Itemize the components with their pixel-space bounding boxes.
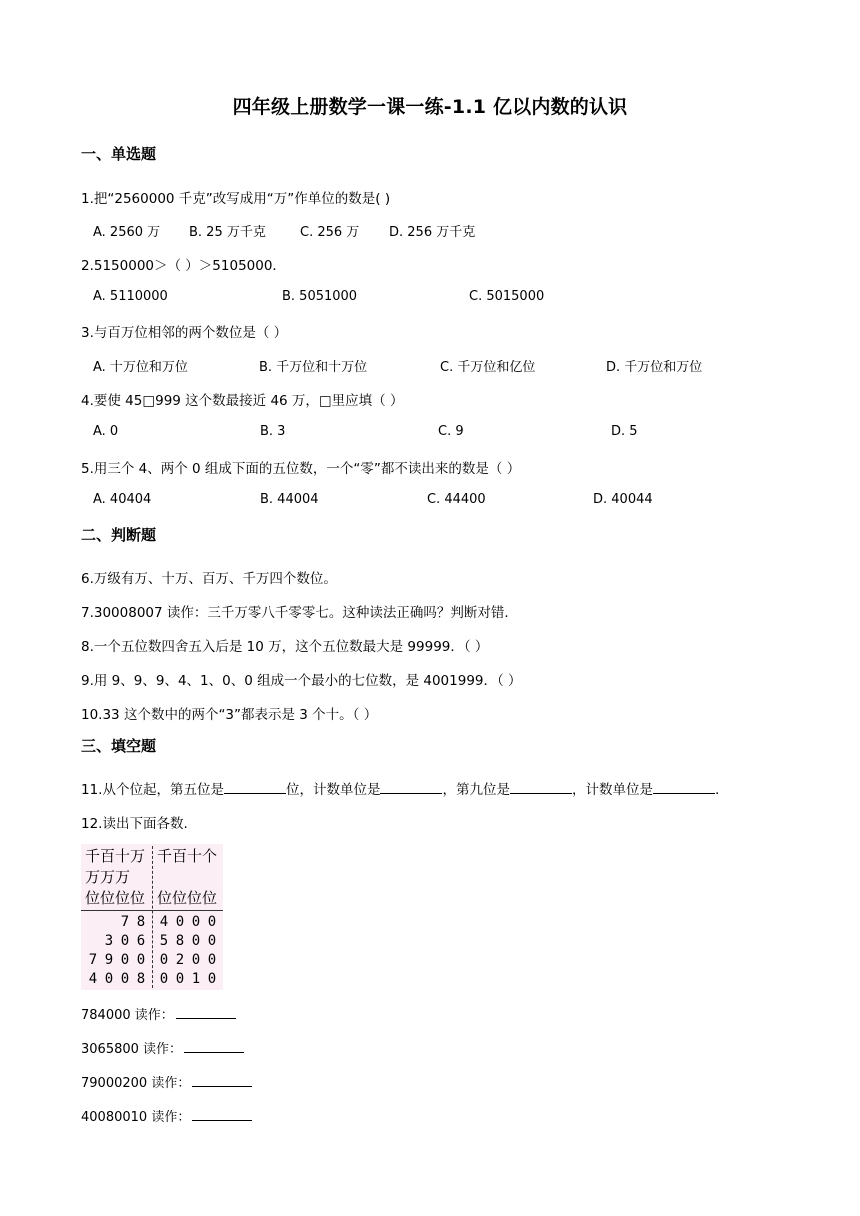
place-value-row — [81, 933, 223, 953]
digit-cell: 0 — [175, 971, 185, 987]
header-wan-level — [85, 846, 151, 909]
digit-cell: 0 — [207, 933, 217, 949]
answer-blank[interactable] — [184, 1040, 244, 1053]
question-6: 6.万级有万、十万、百万、千万四个数位。 — [81, 571, 337, 587]
option-a[interactable]: A. 0 — [93, 424, 119, 439]
read-number: 40080010 — [81, 1110, 148, 1125]
digit-cell: 7 — [88, 952, 98, 968]
question-4: 4.要使 45□999 这个数最接近 46 万，□里应填（ ） — [81, 393, 404, 409]
digit-cell: 0 — [136, 952, 146, 968]
answer-blank[interactable] — [192, 1108, 252, 1121]
digit-cell: 4 — [159, 914, 169, 930]
read-label: 读作： — [143, 1042, 183, 1057]
digit-cell: 6 — [136, 933, 146, 949]
read-number: 79000200 — [81, 1076, 148, 1091]
question-5: 5.用三个 4、两个 0 组成下面的五位数，一个“零”都不读出来的数是（ ） — [81, 461, 521, 477]
digit-cell: 1 — [191, 971, 201, 987]
digit-cell: 0 — [207, 914, 217, 930]
digit-cell: 5 — [159, 933, 169, 949]
header-line: 千百十万 — [85, 847, 146, 865]
header-line: 千百十个 — [157, 847, 218, 865]
header-line — [157, 867, 223, 888]
option-a[interactable]: A. 40404 — [93, 492, 152, 507]
option-b[interactable]: B. 5051000 — [282, 289, 358, 304]
option-b[interactable]: B. 44004 — [260, 492, 319, 507]
option-b[interactable]: B. 千万位和十万位 — [259, 360, 368, 375]
option-d[interactable]: D. 256 万千克 — [389, 225, 476, 240]
option-d[interactable]: D. 5 — [611, 424, 638, 439]
read-number: 784000 — [81, 1008, 131, 1023]
question-4-options — [93, 424, 840, 444]
digit-cell: 0 — [207, 971, 217, 987]
question-2: 2.5150000＞（ ）＞5105000． — [81, 258, 286, 274]
digit-cell: 0 — [120, 971, 130, 987]
question-11-part-5: . — [714, 782, 720, 798]
header-line: 万万万 — [85, 868, 131, 886]
digit-cell: 0 — [207, 952, 217, 968]
question-9: 9.用 9、9、9、4、1、0、0 组成一个最小的七位数，是 4001999．（ ） — [81, 673, 522, 689]
section-heading-true-false: 二、判断题 — [81, 526, 157, 544]
option-c[interactable]: C. 千万位和亿位 — [440, 360, 536, 375]
answer-blank[interactable] — [380, 781, 442, 794]
option-a[interactable]: A. 5110000 — [93, 289, 168, 304]
digit-cell: 0 — [120, 933, 130, 949]
question-10: 10.33 这个数中的两个“3”都表示是 3 个十。（ ） — [81, 707, 378, 723]
digit-cell: 3 — [104, 933, 114, 949]
question-1: 1.把“2560000 千克”改写成用“万”作单位的数是( ) — [81, 191, 391, 207]
option-a[interactable]: A. 2560 万 — [93, 225, 161, 240]
option-b[interactable]: B. 25 万千克 — [189, 225, 266, 240]
answer-blank[interactable] — [224, 781, 286, 794]
digit-cell: 7 — [120, 914, 130, 930]
answer-blank[interactable] — [176, 1006, 236, 1019]
header-line: 位位位位 — [85, 889, 146, 907]
place-value-row — [81, 971, 223, 991]
digit-cell: 0 — [159, 952, 169, 968]
read-line — [81, 1004, 236, 1023]
option-c[interactable]: C. 9 — [438, 424, 464, 439]
read-line — [81, 1072, 252, 1091]
digit-cell: 0 — [175, 914, 185, 930]
option-b[interactable]: B. 3 — [260, 424, 286, 439]
digit-cell: 8 — [136, 914, 146, 930]
question-1-options — [93, 221, 840, 241]
read-line — [81, 1038, 244, 1057]
digit-cell: 0 — [191, 933, 201, 949]
digit-cell: 0 — [191, 914, 201, 930]
place-value-row — [81, 914, 223, 934]
read-line — [81, 1106, 252, 1125]
option-c[interactable]: C. 5015000 — [469, 289, 545, 304]
question-8: 8.一个五位数四舍五入后是 10 万，这个五位数最大是 99999．（ ） — [81, 639, 489, 655]
option-d[interactable]: D. 千万位和万位 — [606, 360, 703, 375]
digit-cell: 8 — [175, 933, 185, 949]
read-label: 读作： — [151, 1076, 191, 1091]
option-d[interactable]: D. 40044 — [593, 492, 653, 507]
digit-cell: 0 — [104, 971, 114, 987]
question-12: 12.读出下面各数. — [81, 816, 188, 832]
question-11-part-3: ，第九位是 — [442, 782, 510, 798]
digit-cell: 8 — [136, 971, 146, 987]
question-3: 3.与百万位相邻的两个数位是（ ） — [81, 325, 288, 341]
answer-blank[interactable] — [510, 781, 572, 794]
question-11-part-2: 位，计数单位是 — [285, 782, 381, 798]
question-7: 7.30008007 读作：三千万零八千零零七。这种读法正确吗？判断对错. — [81, 605, 509, 621]
read-label: 读作： — [134, 1008, 174, 1023]
answer-blank[interactable] — [653, 781, 715, 794]
question-11 — [81, 778, 719, 798]
place-value-table — [81, 844, 223, 990]
answer-blank[interactable] — [192, 1074, 252, 1087]
digit-cell: 0 — [120, 952, 130, 968]
option-c[interactable]: C. 44400 — [427, 492, 486, 507]
header-line: 位位位位 — [157, 889, 218, 907]
digit-cell: 4 — [88, 971, 98, 987]
digit-cell: 2 — [175, 952, 185, 968]
digit-cell: 0 — [191, 952, 201, 968]
section-heading-fill-blank: 三、填空题 — [81, 737, 157, 755]
question-2-options — [93, 289, 840, 309]
digit-cell: 0 — [159, 971, 169, 987]
read-label: 读作： — [151, 1110, 191, 1125]
read-number: 3065800 — [81, 1042, 139, 1057]
question-3-options — [93, 356, 840, 376]
place-value-row — [81, 952, 223, 972]
option-c[interactable]: C. 256 万 — [300, 225, 360, 240]
page-title: 四年级上册数学一课一练-1.1 亿以内数的认识 — [232, 96, 628, 118]
digit-cell: 9 — [104, 952, 114, 968]
question-5-options — [93, 492, 840, 512]
header-ge-level — [157, 846, 223, 909]
question-11-part-4: ，计数单位是 — [571, 782, 653, 798]
question-11-part-1: 11.从个位起，第五位是 — [81, 782, 224, 798]
section-heading-single-choice: 一、单选题 — [81, 145, 157, 163]
option-a[interactable]: A. 十万位和万位 — [93, 360, 188, 375]
